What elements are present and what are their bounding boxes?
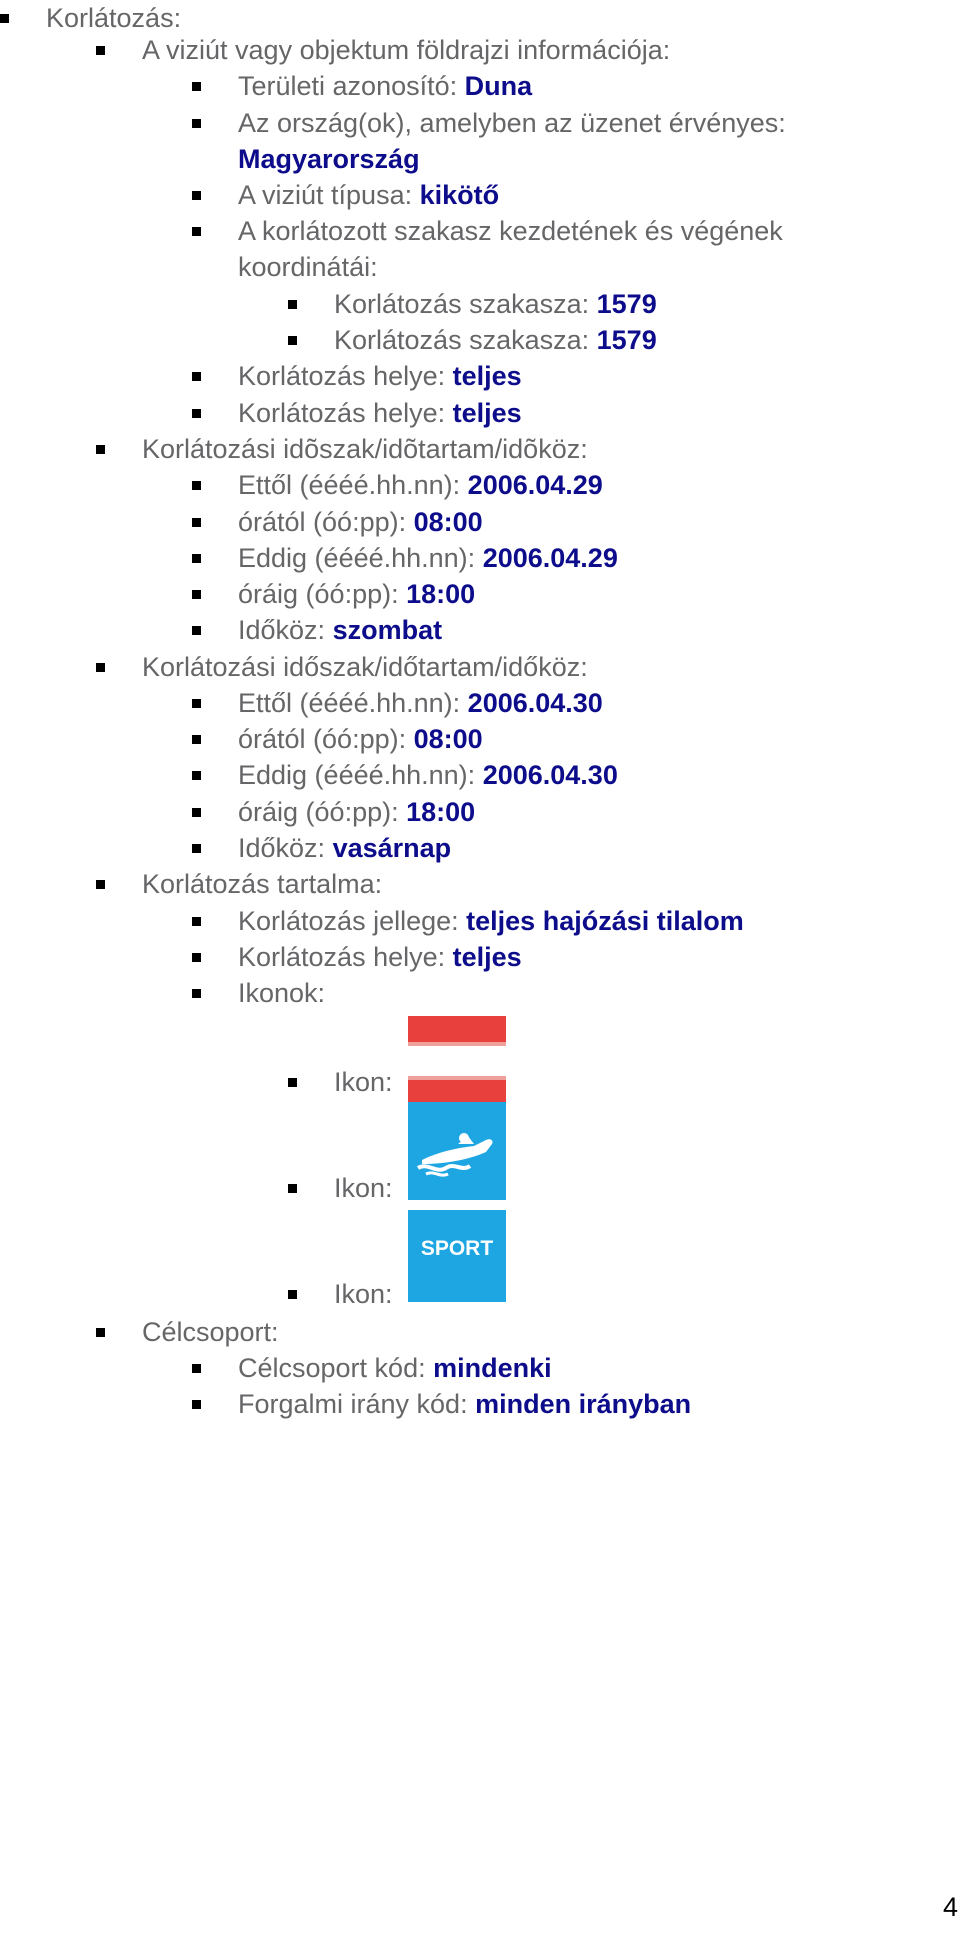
icon-label: Ikon: — [334, 1279, 393, 1309]
bullet — [96, 445, 105, 454]
place-label: Korlátozás helye: — [238, 361, 446, 391]
to-date-label: Eddig (éééé.hh.nn): — [238, 543, 476, 573]
bullet — [192, 1364, 201, 1373]
from-date-value: 2006.04.29 — [467, 470, 603, 500]
bullet — [96, 1328, 105, 1337]
bullet — [192, 82, 201, 91]
interval-label: Időköz: — [238, 615, 326, 645]
bullet — [96, 46, 105, 55]
interval-value: vasárnap — [332, 833, 452, 863]
sport-graphic — [408, 1210, 506, 1302]
austria-flag-graphic — [408, 1016, 506, 1106]
bullet — [192, 699, 201, 708]
waterway-type-label: A viziút típusa: — [238, 180, 413, 210]
bullet — [192, 989, 201, 998]
bullet — [192, 917, 201, 926]
bullet — [192, 227, 201, 236]
area-id-value: Duna — [464, 71, 533, 101]
bullet — [96, 880, 105, 889]
countries-label: Az ország(ok), amelyben az üzenet érvényes: — [238, 108, 786, 138]
section-label: Korlátozás szakasza: — [334, 289, 590, 319]
to-date-value: 2006.04.29 — [482, 543, 618, 573]
to-time-value: 18:00 — [406, 579, 476, 609]
direction-code-value: minden irányban — [475, 1389, 692, 1419]
content-heading-label: Korlátozás tartalma: — [142, 869, 383, 899]
bullet — [288, 336, 297, 345]
bullet — [192, 409, 201, 418]
bullet — [288, 1078, 297, 1087]
from-date-label: Ettől (éééé.hh.nn): — [238, 470, 461, 500]
nature-value: teljes hajózási tilalom — [466, 906, 744, 936]
from-time-label: órától (óó:pp): — [238, 724, 407, 754]
from-date-value: 2006.04.30 — [467, 688, 603, 718]
period-heading-label: Korlátozási idõszak/idõtartam/idõköz: — [142, 434, 588, 464]
countries-value: Magyarország — [238, 144, 420, 174]
area-id-label: Területi azonosító: — [238, 71, 458, 101]
bullet — [192, 626, 201, 635]
place-value: teljes — [452, 398, 522, 428]
bullet — [192, 372, 201, 381]
from-time-label: órától (óó:pp): — [238, 507, 407, 537]
content-place-label: Korlátozás helye: — [238, 942, 446, 972]
sport-icon — [408, 1210, 506, 1302]
target-heading-label: Célcsoport: — [142, 1317, 279, 1347]
to-time-value: 18:00 — [406, 797, 476, 827]
bullet — [192, 554, 201, 563]
page-number: 4 — [942, 1892, 958, 1922]
content-place-value: teljes — [452, 942, 522, 972]
to-time-label: óráig (óó:pp): — [238, 797, 399, 827]
icon-label: Ikon: — [334, 1173, 393, 1203]
to-date-value: 2006.04.30 — [482, 760, 618, 790]
to-date-label: Eddig (éééé.hh.nn): — [238, 760, 476, 790]
restriction-heading-label: Korlátozás: — [46, 3, 182, 33]
bullet — [192, 953, 201, 962]
place-label: Korlátozás helye: — [238, 398, 446, 428]
motorboat-icon — [408, 1102, 506, 1192]
period-heading-label: Korlátozási időszak/időtartam/időköz: — [142, 652, 588, 682]
geo-heading-label: A viziút vagy objektum földrajzi információja: — [142, 35, 671, 65]
section-value: 1579 — [596, 325, 657, 355]
bullet — [192, 191, 201, 200]
from-date-label: Ettől (éééé.hh.nn): — [238, 688, 461, 718]
to-time-label: óráig (óó:pp): — [238, 579, 399, 609]
bullet — [288, 1184, 297, 1193]
section-value: 1579 — [596, 289, 657, 319]
section-label: Korlátozás szakasza: — [334, 325, 590, 355]
bullet — [288, 1290, 297, 1299]
place-value: teljes — [452, 361, 522, 391]
bullet — [192, 771, 201, 780]
bullet — [96, 663, 105, 672]
bullet — [192, 1400, 201, 1409]
interval-value: szombat — [332, 615, 443, 645]
bullet — [192, 590, 201, 599]
group-code-label: Célcsoport kód: — [238, 1353, 426, 1383]
icons-heading-label: Ikonok: — [238, 978, 326, 1008]
direction-code-label: Forgalmi irány kód: — [238, 1389, 468, 1419]
group-code-value: mindenki — [433, 1353, 552, 1383]
bullet — [288, 300, 297, 309]
bullet — [192, 808, 201, 817]
bullet — [0, 14, 9, 23]
coords-heading-line1: A korlátozott szakasz kezdetének és végének — [238, 216, 783, 246]
coords-heading-line2: koordinátái: — [238, 252, 378, 282]
nature-label: Korlátozás jellege: — [238, 906, 459, 936]
bullet — [192, 119, 201, 128]
austria-flag-icon — [408, 1016, 506, 1106]
from-time-value: 08:00 — [413, 724, 483, 754]
bullet — [192, 735, 201, 744]
from-time-value: 08:00 — [413, 507, 483, 537]
bullet — [192, 518, 201, 527]
bullet — [192, 844, 201, 853]
bullet — [192, 481, 201, 490]
icon-label: Ikon: — [334, 1067, 393, 1097]
sport-icon-text: SPORT — [420, 1237, 494, 1260]
interval-label: Időköz: — [238, 833, 326, 863]
motorboat-graphic — [408, 1102, 506, 1200]
waterway-type-value: kikötő — [419, 180, 500, 210]
